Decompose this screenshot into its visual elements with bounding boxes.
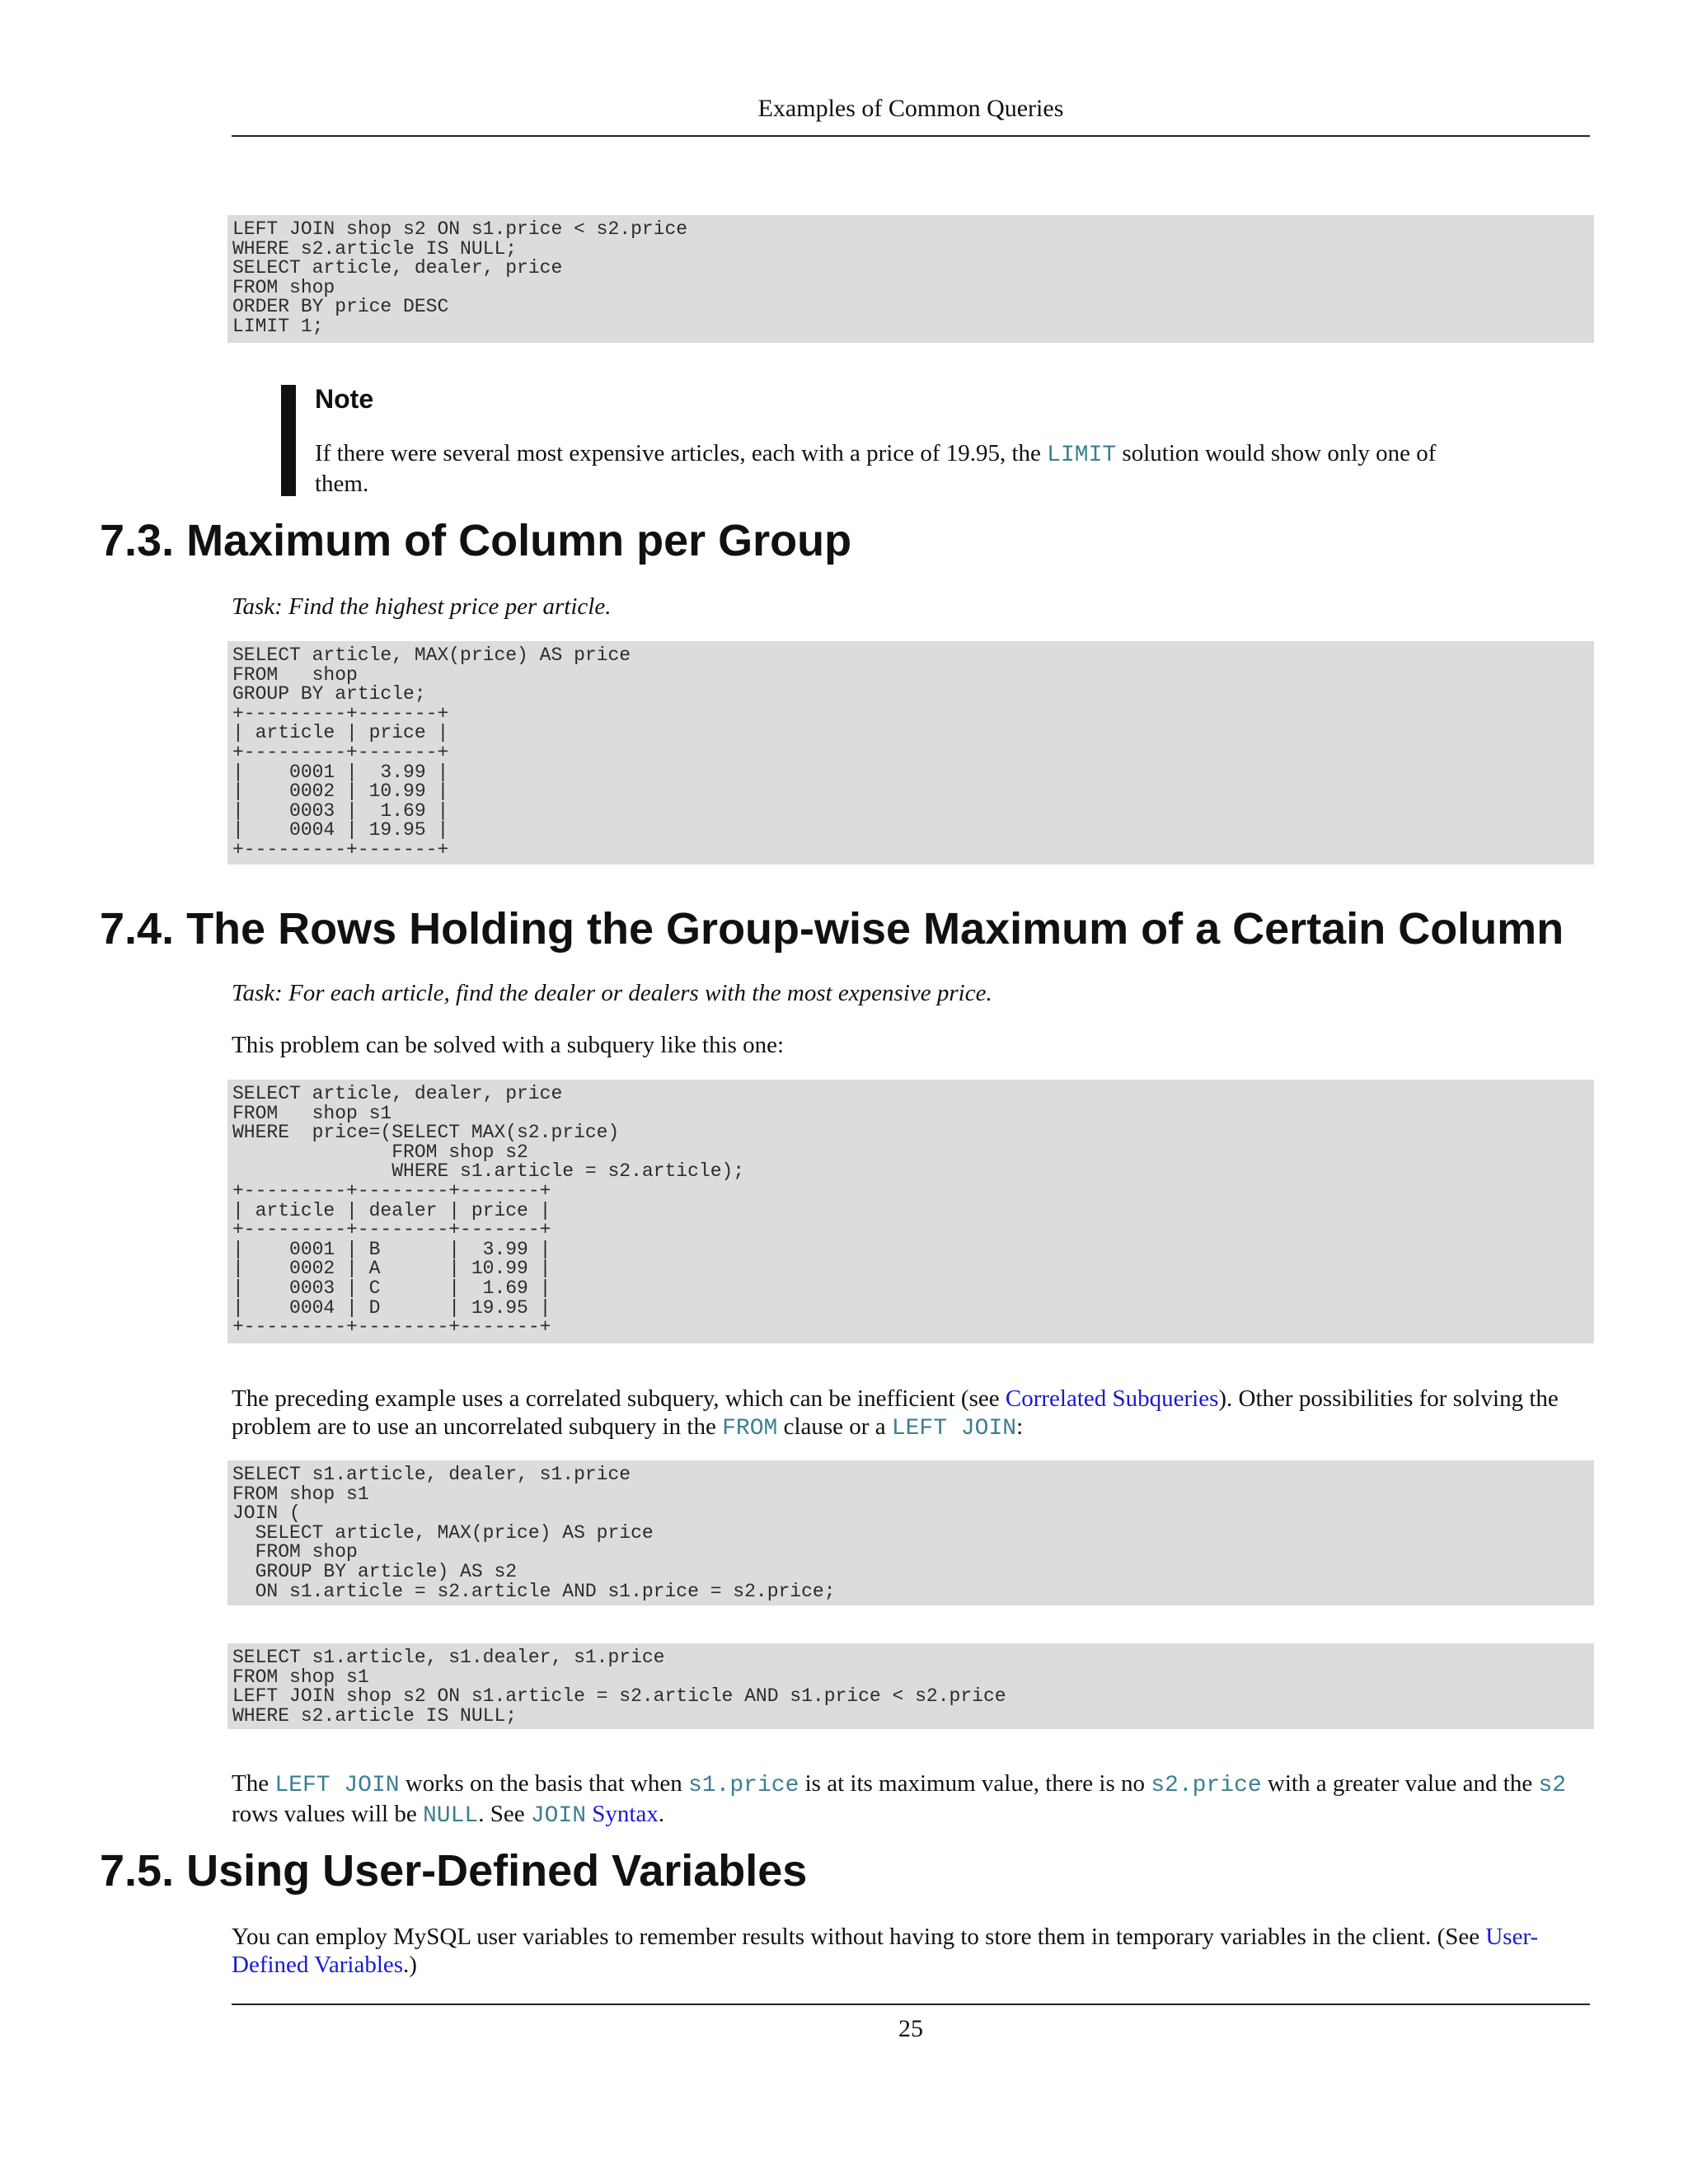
link-correlated-subqueries[interactable]: Correlated Subqueries	[1005, 1385, 1219, 1412]
code-block-7-4-left-join: SELECT s1.article, s1.dealer, s1.price FROM shop s1 LEFT JOIN shop s2 ON s1.article = s2.article AND s1.price < s2.price WHERE s2.article IS NULL;	[227, 1643, 1594, 1729]
note-bar	[281, 385, 296, 496]
link-user-defined-variables[interactable]: User-Defined Variables	[232, 1924, 1539, 1978]
footer-rule	[232, 2004, 1590, 2005]
section-heading-7-4: 7.4. The Rows Holding the Group-wise Maximum of a Certain Column	[100, 904, 1564, 954]
code-literal: s2.price	[1151, 1773, 1262, 1798]
code-literal: LEFT JOIN	[891, 1416, 1017, 1441]
code-literal: NULL	[422, 1803, 479, 1829]
page-number: 25	[898, 2015, 923, 2042]
section-heading-7-3: 7.3. Maximum of Column per Group	[100, 516, 852, 565]
task-7-3: Task: Find the highest price per article.	[232, 593, 612, 620]
code-block-top: LEFT JOIN shop s2 ON s1.price < s2.price WHERE s2.article IS NULL; SELECT article, dealer, price FROM shop ORDER BY price DESC LIMIT 1;	[227, 215, 1594, 343]
task-7-4: Task: For each article, find the dealer or dealers with the most expensive price.	[232, 980, 992, 1006]
page-header-title: Examples of Common Queries	[757, 95, 1064, 122]
paragraph-left-join: The LEFT JOIN works on the basis that when s1.price is at its maximum value, there is no s2.price with a greater value and the s2 rows values will be NULL. See JOIN Syntax.	[232, 1770, 1567, 1829]
code-literal: FROM	[722, 1416, 778, 1441]
note-title: Note	[315, 384, 374, 414]
code-literal: LEFT JOIN	[274, 1773, 400, 1798]
intro-7-4: This problem can be solved with a subquery like this one:	[232, 1032, 785, 1058]
link-join-syntax[interactable]: JOIN Syntax	[530, 1801, 659, 1829]
code-literal: LIMIT	[1047, 443, 1117, 468]
code-block-7-3: SELECT article, MAX(price) AS price FROM shop GROUP BY article; +---------+-------+ | article | price | +---------+-------+ | 0001 | 3.99 | | 0002 | 10.99 | | 0003 | 1.69 | | 0004 | 19.95 | +---------+-------+	[227, 641, 1594, 865]
code-literal: s2	[1538, 1773, 1567, 1798]
section-heading-7-5: 7.5. Using User-Defined Variables	[100, 1846, 808, 1896]
paragraph-correlated: The preceding example uses a correlated subquery, which can be inefficient (see Correlated Subqueries). Other possibilities for solving the problem are to use an uncorrelated subquery in the FROM clause or a LEFT JOIN:	[232, 1385, 1559, 1441]
header-rule	[232, 135, 1590, 137]
code-block-7-4-join: SELECT s1.article, dealer, s1.price FROM shop s1 JOIN ( SELECT article, MAX(price) AS price FROM shop GROUP BY article) AS s2 ON s1.article = s2.article AND s1.price = s2.price;	[227, 1460, 1594, 1605]
code-block-7-4-subquery: SELECT article, dealer, price FROM shop s1 WHERE price=(SELECT MAX(s2.price) FROM shop s2 WHERE s1.article = s2.article); +---------+--------+-------+ | article | dealer | price | +---------+--------+-------+ | 0001 | B | 3.99 | | 0002 | A | 10.99 | | 0003 | C | 1.69 | | 0004 | D | 19.95 | +---------+--------+-------+	[227, 1080, 1594, 1343]
code-literal: s1.price	[687, 1773, 799, 1798]
note-text: If there were several most expensive articles, each with a price of 19.95, the LIMIT solution would show only one of them.	[315, 440, 1437, 497]
paragraph-user-variables: You can employ MySQL user variables to remember results without having to store them in temporary variables in the client. (See User-Defined Variables.)	[232, 1924, 1539, 1978]
